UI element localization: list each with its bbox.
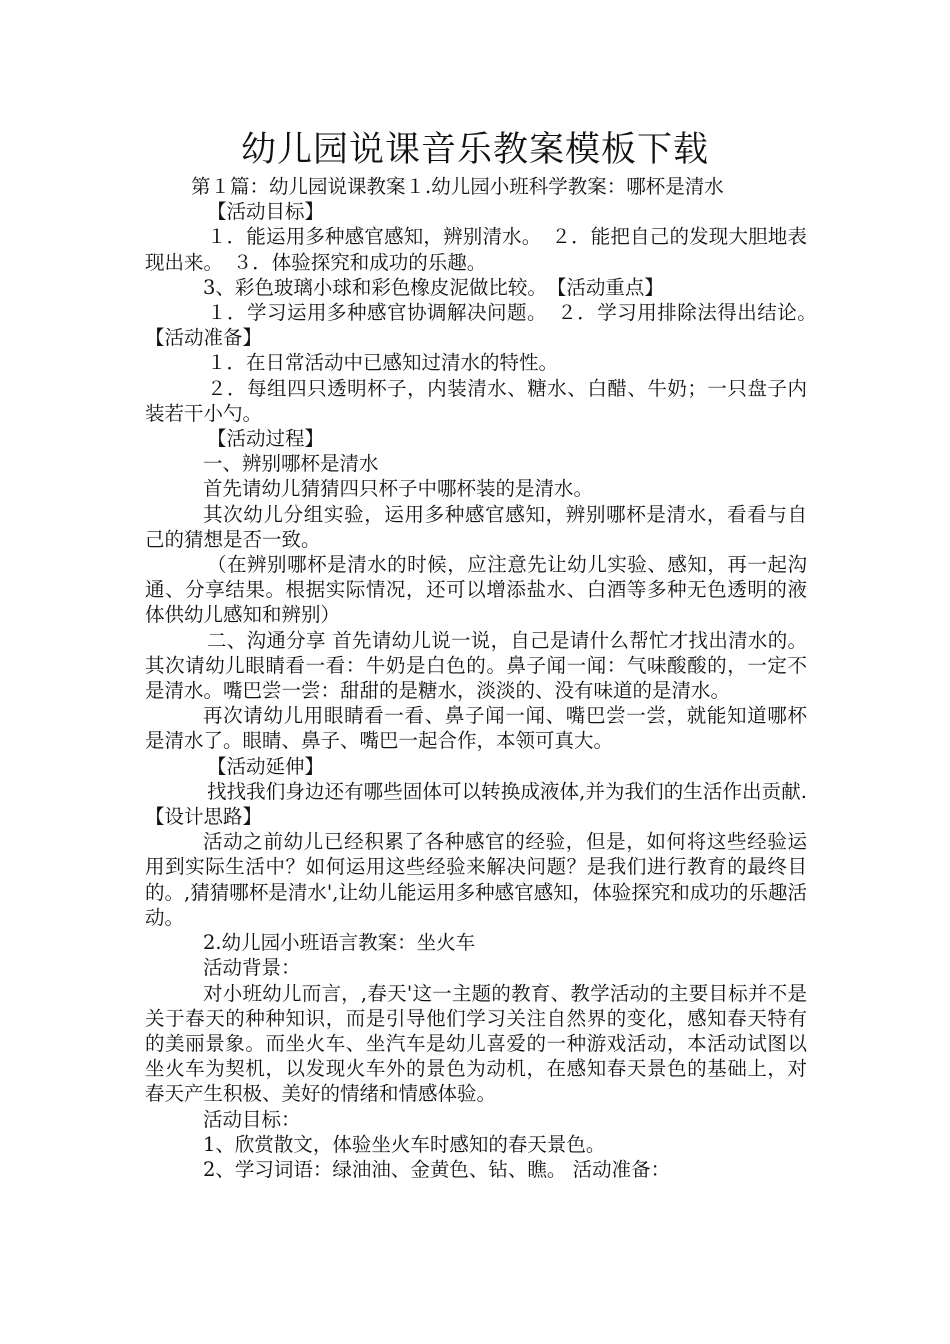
paragraph: 1、欣赏散文，体验坐火车时感知的春天景色。 [203, 1132, 606, 1156]
paragraph: 二、沟通分享 首先请幼儿说一说，自己是请什么帮忙才找出清水的。 其次请幼儿眼睛看一看：牛奶是白色的。鼻子闻一闻：气味酸酸的，一定不是清水。嘴巴尝一尝：甜甜的是糖水，淡淡的、没有味道的是清水。 [145, 628, 807, 703]
paragraph: 活动目标： [203, 1107, 301, 1131]
paragraph: １．在日常活动中已感知过清水的特性。 [207, 351, 559, 375]
paragraph: 再次请幼儿用眼睛看一看、鼻子闻一闻、嘴巴尝一尝，就能知道哪杯是清水了。眼睛、鼻子、嘴巴一起合作，本领可真大。 [145, 704, 807, 753]
paragraph: 第１篇：幼儿园说课教案１.幼儿园小班科学教案：哪杯是清水 [191, 175, 724, 198]
paragraph: 其次幼儿分组实验，运用多种感官感知，辨别哪杯是清水，看看与自己的猜想是否一致。 [145, 502, 807, 551]
paragraph: 活动背景： [203, 956, 301, 980]
section-heading: 【活动过程】 [207, 427, 325, 451]
section-heading: 【活动延伸】 [207, 754, 325, 778]
paragraph: １．能运用多种感官感知，辨别清水。 ２．能把自己的发现大胆地表现出来。 ３．体验探究和成功的乐趣。 [145, 225, 807, 274]
paragraph: （在辨别哪杯是清水的时候，应注意先让幼儿实验、感知，再一起沟通、分享结果。根据实际情况，还可以增添盐水、白酒等多种无色透明的液体供幼儿感知和辨别） [145, 553, 807, 627]
subheading: 2.幼儿园小班语言教案：坐火车 [203, 931, 476, 955]
paragraph: 找找我们身边还有哪些固体可以转换成液体,并为我们的生活作出贡献.【设计思路】 [145, 779, 807, 829]
paragraph: 3、彩色玻璃小球和彩色橡皮泥做比较。 【活动重点】 [203, 275, 664, 299]
paragraph: 活动之前幼儿已经积累了各种感官的经验，但是，如何将这些经验运用到实际生活中？如何运用这些经验来解决问题？是我们进行教育的最终目的。,猜猜哪杯是清水',让幼儿能运用多种感官感知，体验探究和成功的乐趣活动。 [145, 830, 807, 929]
section-heading: 【活动目标】 [207, 200, 325, 224]
paragraph: 对小班幼儿而言，,春天'这一主题的教育、教学活动的主要目标并不是关于春天的种种知识，而是引导他们学习关注自然界的变化，感知春天特有的美丽景象。而坐火车、坐汽车是幼儿喜爱的一种游戏活动，本活动试图以坐火车为契机，以发现火车外的景色为动机，在感知春天景色的基础上，对春天产生积极、美好的情绪和情感体验。 [145, 981, 807, 1106]
paragraph: １．学习运用多种感官协调解决问题。 ２．学习用排除法得出结论。 【活动准备】 [145, 301, 827, 350]
paragraph: 2、学习词语：绿油油、金黄色、钻、瞧。 活动准备： [203, 1157, 671, 1181]
document-body [145, 174, 827, 1182]
document-title: 幼儿园说课音乐教案模板下载 [240, 130, 709, 170]
subheading: 一、辨别哪杯是清水 [203, 452, 379, 476]
paragraph: ２．每组四只透明杯子，内装清水、糖水、白醋、牛奶；一只盘子内装若干小勺。 [145, 376, 807, 425]
paragraph: 首先请幼儿猜猜四只杯子中哪杯装的是清水。 [203, 477, 594, 501]
